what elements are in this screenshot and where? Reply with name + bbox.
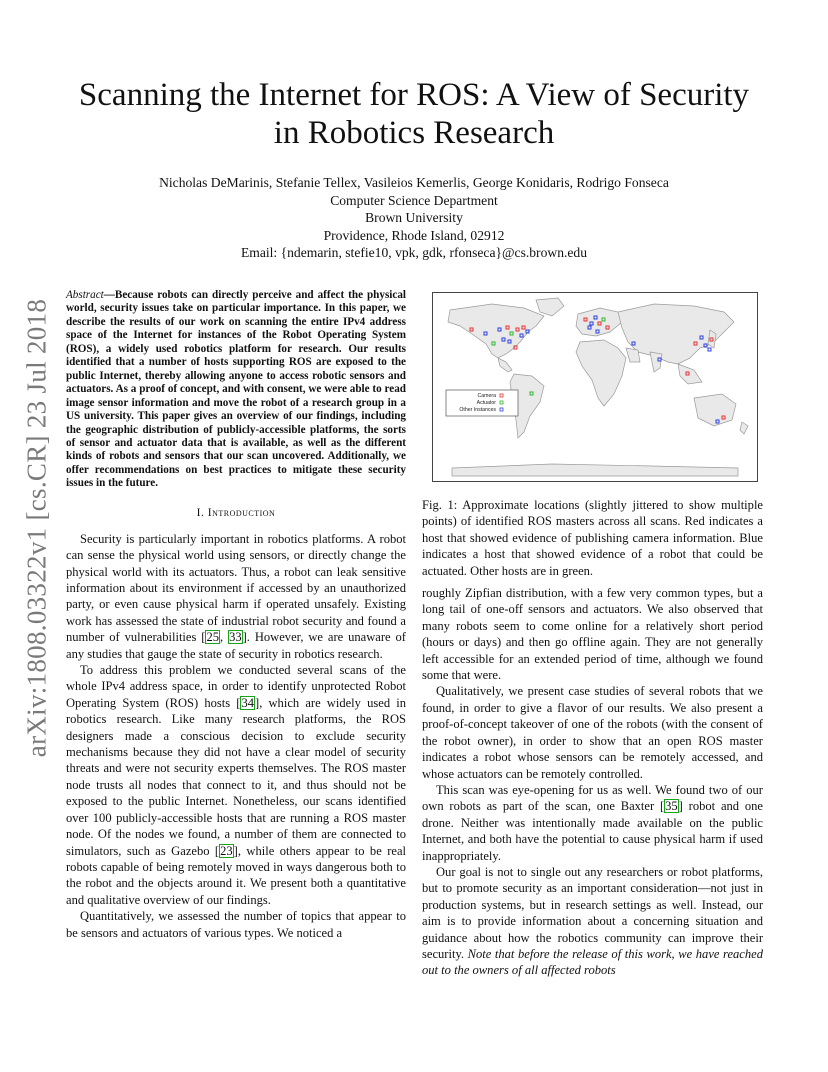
intro-paragraph-3: Quantitatively, we assessed the number of topics that appear to be sensors and actuators of various types. We noticed a	[66, 909, 406, 940]
citation-link[interactable]: 25	[206, 630, 220, 645]
figure-1-caption: Fig. 1: Approximate locations (slightly jittered to show multiple points) of identified ROS masters across all scans. Red indicates a host that showed evidence of publishing camera information. Blue indicates a host that showed evidence of a robot that could be actuated. Other hosts are in green.	[422, 498, 763, 578]
title-line-2: in Robotics Research	[273, 115, 555, 151]
figure-1	[425, 289, 761, 489]
legend-actuator: Actuator	[476, 400, 496, 406]
right-paragraph-1: roughly Zipfian distribution, with a few very common types, but a long tail of one-off sensors and actuators. We also observed that many robots seem to come online for a relatively short period (hours or days) and then go offline again. They are not generally left accessible for an extended period of time, although we found some that were.	[422, 586, 763, 683]
arxiv-sidebar	[22, 296, 52, 760]
right-paragraph-3: This scan was eye-opening for us as well. We found two of our own robots as part of the scan, one Baxter [35] robot and one drone. Neither was intentionally made available on the public Internet, and both have the potential to cause physical harm if used inappropriately.	[422, 782, 763, 863]
intro-paragraph-1: Security is particularly important in robotics platforms. A robot can sense the physical world using sensors, or directly change the physical world with its actuators. Thus, a robot can leak sensitive information about its environment if accessed by an unauthorized party, or even cause physical harm if operated unsafely. Existing work has assessed the state of industrial robot security and found a number of vulnerabilities [25, 33]. However, we are unaware of any studies that gauge the state of security in robotics research.	[66, 531, 406, 661]
map-legend	[446, 390, 518, 416]
world-map-figure	[432, 292, 758, 482]
affiliation-univ: Brown University	[365, 210, 463, 225]
legend-other: Other Instances	[459, 407, 496, 413]
citation-link[interactable]: 35	[665, 799, 678, 814]
legend-camera: Camera	[477, 393, 496, 399]
title-line-1: Scanning the Internet for ROS: A View of Security	[78, 77, 750, 113]
abstract-label: Abstract	[66, 289, 104, 301]
author-block	[60, 174, 768, 262]
citation-link[interactable]: 23	[220, 843, 233, 858]
right-paragraph-4: Our goal is not to single out any researchers or robot platforms, but to promote security as an important consideration—not just in production systems, but in research settings as well. Instead, our aim is to provide information about a concerning situation and guidance about how the robotics community can improve their security. Note that before the release of this work, we have reached out to the owners of all affected robots	[422, 864, 763, 978]
intro-paragraph-2: To address this problem we conducted several scans of the whole IPv4 address space, in order to identify unprotected Robot Operating System (ROS) hosts [34], which are widely used in robotics research. Like many research platforms, the ROS designers made a conscious decision to exclude security mechanisms because they did not have a clear model of security threats and were not security experts themselves. The ROS master node trusts all nodes that connect to it, and thus should not be exposed to the public Internet. Nonetheless, our scans identified over 100 publicly-accessible hosts that are running a ROS master node. Of the nodes we found, a number of them are connected to simulators, such as Gazebo [23], while others appear to be real robots capable of being remotely moved in ways dangerous both to the robot and the objects around it. We present both a quantitative and qualitative overview of our findings.	[66, 663, 407, 907]
abstract-text: —Because robots can directly perceive and affect the physical world, security issues take on particular importance. In this paper, we describe the results of our work on scanning the entire IPv4 address space of the Internet for instances of the Robot Operating System (ROS), a widely used robotics platform for research. Our results identified that a number of hosts supporting ROS are exposed to the public Internet, thereby allowing anyone to access robotic sensors and actuators. As a proof of concept, and with consent, we were able to read image sensor information and move the robot of a research group in a US university. This paper gives an overview of our findings, including the geographic distribution of publicly-accessible platforms, the sorts of sensor and actuator data that is available, as well as the different kinds of robots and sensors that our scan uncovered. Additionally, we offer recommendations on best practices to mitigate these security issues in the future.	[66, 289, 406, 490]
right-paragraph-2: Qualitatively, we present case studies of several robots that we found, in order to give a flavor of our results. We also present a proof-of-concept takeover of one of the robots (with the consent of the robot owner), in order to show that an open ROS master indicates a robot whose sensors can be remotely accessed, and whose actuators can be remotely controlled.	[422, 684, 763, 781]
abstract	[66, 289, 406, 491]
left-column	[66, 289, 406, 941]
arxiv-identifier: arXiv:1808.03322v1 [cs.CR] 23 Jul 2018	[21, 298, 52, 758]
right-column	[422, 289, 763, 979]
paper-title	[60, 76, 768, 152]
affiliation-city: Providence, Rhode Island, 02912	[323, 227, 505, 243]
author-names: Nicholas DeMarinis, Stefanie Tellex, Vasileios Kemerlis, George Konidaris, Rodrigo Fonseca	[159, 175, 669, 190]
section-heading-introduction: I. Introduction	[196, 506, 276, 519]
author-emails: Email: {ndemarin, stefie10, vpk, gdk, rfonseca}@cs.brown.edu	[240, 245, 588, 260]
affiliation-dept: Computer Science Department	[330, 192, 498, 208]
citation-link[interactable]: 34	[241, 695, 255, 710]
citation-link[interactable]: 33	[229, 630, 242, 645]
